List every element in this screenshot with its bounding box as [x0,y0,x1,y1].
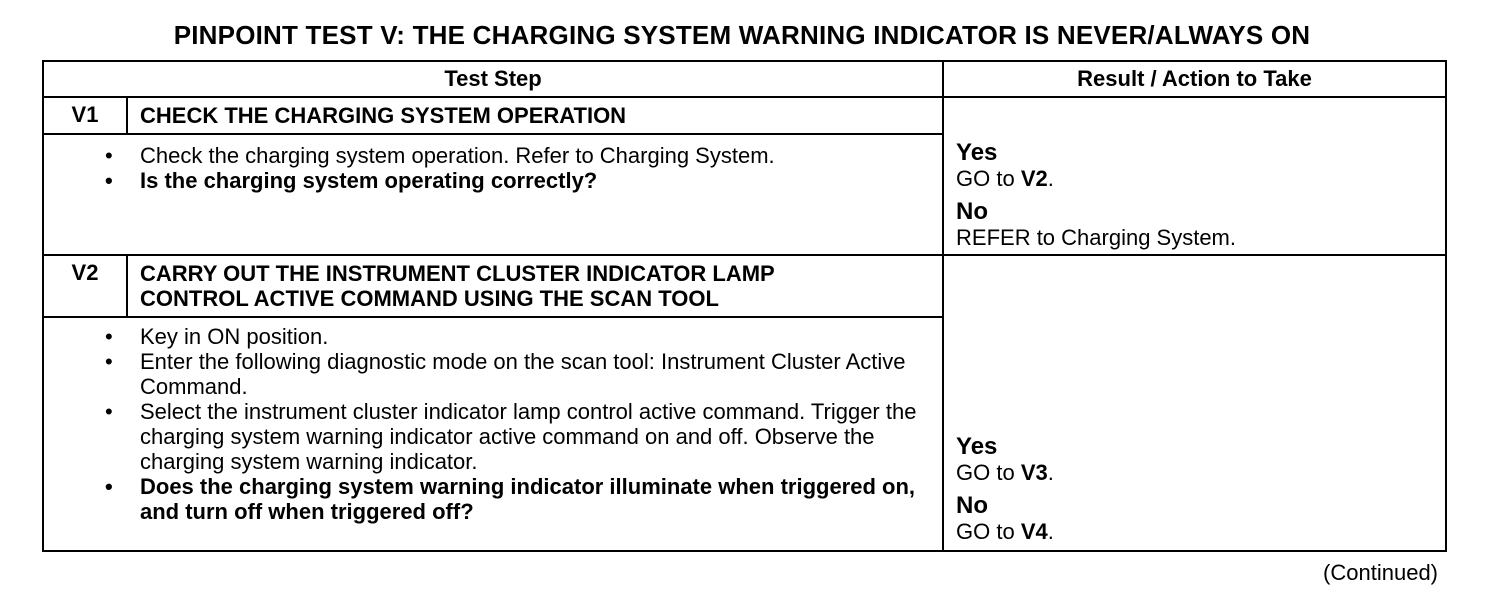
step-id: V1 [43,97,127,134]
step-v2-result-cell [943,255,1446,551]
step-v2-bullets [44,318,942,524]
step-v1-result-cell [943,97,1446,255]
result-no-action: GO to V4. [956,519,1054,544]
step-title-line: CARRY OUT THE INSTRUMENT CLUSTER INDICATOR LAMP [140,261,775,286]
bullet-item: • Select the instrument cluster indicator lamp control active command. Trigger the charging system warning indicator active command on and off. Observe the charging system warning indicator. [140,399,922,474]
step-v1-body [43,134,943,255]
step-v1-title-row [43,97,1446,134]
bullet-item: • Enter the following diagnostic mode on the scan tool: Instrument Cluster Active Command. [140,349,922,399]
page-title: PINPOINT TEST V: THE CHARGING SYSTEM WARNING INDICATOR IS NEVER/ALWAYS ON [173,20,1311,50]
step-title: CHECK THE CHARGING SYSTEM OPERATION [127,97,943,134]
bullet-question: • Is the charging system operating correctly? [140,168,922,193]
result-no-label: No [956,198,989,225]
step-title [127,255,943,317]
bullet-item: • Check the charging system operation. Refer to Charging System. [140,143,922,168]
step-v2-title-row [43,255,1446,317]
result-no-label: No [956,492,989,519]
header-row [43,61,1446,97]
header-result: Result / Action to Take [943,61,1446,97]
bullet-question: • Does the charging system warning indicator illuminate when triggered on, and turn off when triggered off? [140,474,922,524]
bullet-item: • Key in ON position. [140,324,922,349]
result-yes-label: Yes [956,433,998,460]
result-yes-action: GO to V3. [956,460,1054,485]
step-id: V2 [43,255,127,317]
pinpoint-test-table [42,60,1447,552]
step-v1-bullets [44,135,942,193]
result-yes-label: Yes [956,139,998,166]
result-no-action: REFER to Charging System. [956,225,1236,250]
step-title-line: CONTROL ACTIVE COMMAND USING THE SCAN TOOL [140,286,719,311]
continued-note: (Continued) [1323,560,1438,585]
step-v2-body [43,317,943,551]
result-yes-action: GO to V2. [956,166,1054,191]
header-test-step: Test Step [43,61,943,97]
